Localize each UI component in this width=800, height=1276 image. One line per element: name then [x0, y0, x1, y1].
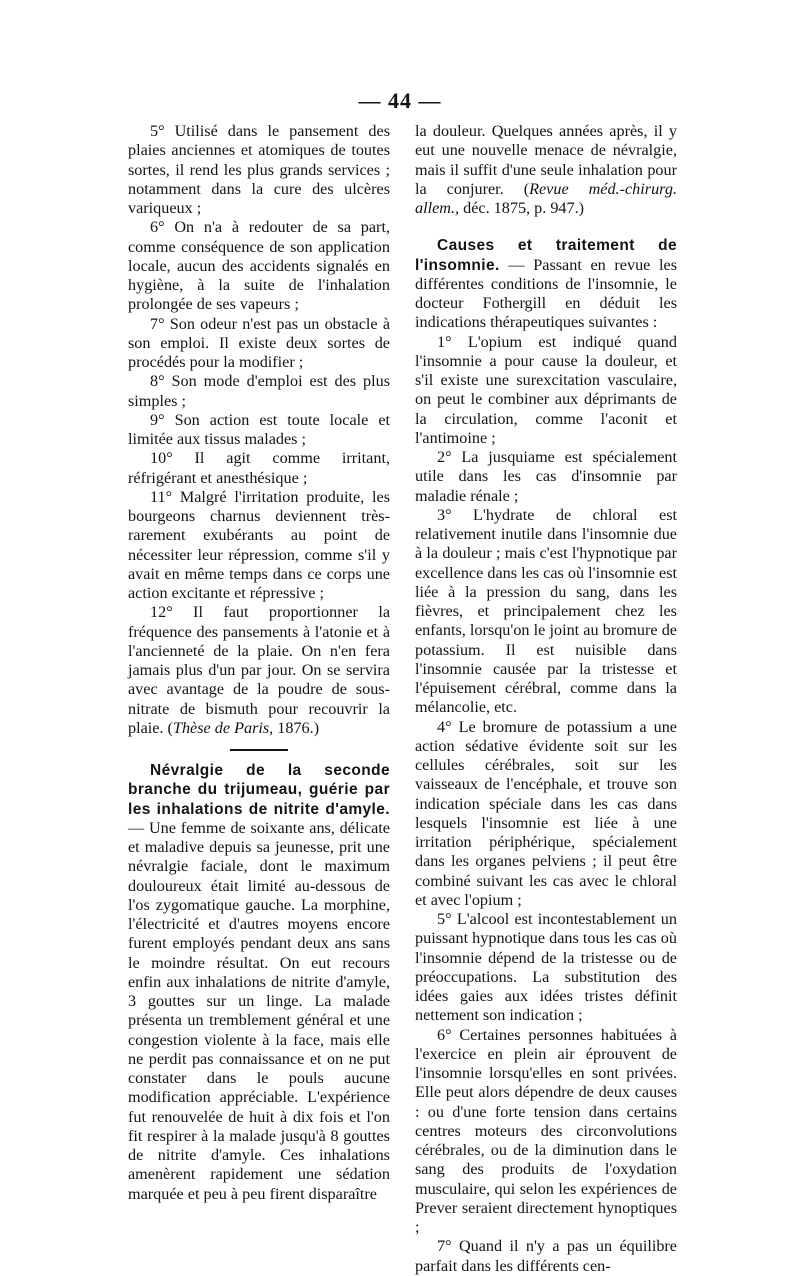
section-divider: [230, 749, 288, 751]
source-date: déc. 1875, p. 947.): [459, 199, 585, 217]
article-paragraph: [415, 236, 677, 332]
list-item: 3° L'hydrate de chloral est relativement inutile dans l'insomnie due à la douleur ; mais c'est l'hypnotique par excellence dans les cas où l'insomnie est liée à la pression du sang, dans les fièvres, et principalement chez les enfants, lorsqu'on le joint au bromure de potassium. Il est nuisible dans l'insomnie causée par la tristesse et l'épuisement cérébral, comme dans la mélancolie, etc.: [415, 505, 677, 717]
article-continuation: [415, 122, 677, 218]
right-column: [415, 122, 677, 1276]
list-item: 10° Il agit comme irritant, réfrigérant et anesthésique ;: [128, 449, 390, 487]
source-citation: Thèse de Paris,: [172, 718, 274, 737]
list-item: 7° Son odeur n'est pas un obstacle à son emploi. Il existe deux sortes de procédés pour la modifier ;: [128, 314, 390, 371]
list-item: 6° Certaines personnes habituées à l'exercice en plein air éprouvent de l'insomnie lorsqu'elles en sont privées. Elle peut alors dépendre de deux causes : ou d'une forte tension dans certains centres moteurs des circonvolutions cérébrales, ou de la diminution dans le sang des produits de l'oxydation musculaire, qui selon les expériences de Prever seraient directement hynoptiques ;: [415, 1025, 677, 1236]
page-number: — 44 —: [358, 88, 442, 113]
list-item: 11° Malgré l'irritation produite, les bourgeons charnus deviennent très-rarement exubérants au point de nécessiter leur répression, comme s'il y avait en même temps dans ce corps une action excitante et répressive ;: [128, 487, 390, 602]
list-item: 1° L'opium est indiqué quand l'insomnie a pour cause la douleur, et s'il existe une surexcitation vasculaire, on peut le combiner aux déprimants de la circulation, comme l'aconit et l'antimoine ;: [415, 332, 677, 447]
continuation-text: la douleur. Quelques années après, il y eut une nouvelle menace de névralgie, mais il suffit d'une seule inhalation pour la conjurer. (: [415, 122, 677, 198]
article-intro: — Passant en revue les différentes conditions de l'insomnie, le docteur Fothergill en déduit les indications thérapeutiques suivantes :: [415, 255, 677, 332]
list-item: 8° Son mode d'emploi est des plus simples ;: [128, 372, 390, 410]
list-item: 7° Quand il n'y a pas un équilibre parfait dans les différents cen-: [415, 1237, 677, 1275]
source-citation: Revue méd.-chirurg. allem.,: [415, 179, 678, 217]
list-item: 5° Utilisé dans le pansement des plaies anciennes et atomiques de toutes sortes, il rend les plus grands services ; notamment dans la cure des ulcères variqueux ;: [128, 122, 390, 217]
list-item: 9° Son action est toute locale et limitée aux tissus malades ;: [128, 410, 390, 448]
list-item: 6° On n'a à redouter de sa part, comme conséquence de son application locale, aucun des accidents signalés en hygiène, à la suite de l'inhalation prolongée de ses vapeurs ;: [128, 218, 390, 314]
left-column: [128, 122, 390, 1204]
list-item-text: 12° Il faut proportionner la fréquence des pansements à l'atonie et à l'ancienneté de la plaie. On n'en fera jamais plus d'un par jour. On se servira avec avantage de la poudre de sous-nitrate de bismuth pour recouvrir la plaie. (: [128, 603, 390, 737]
list-item: 4° Le bromure de potassium a une action sédative évidente soit sur les cellules cérébrales, soit sur les vaisseaux de l'encéphale, et trouve son indication spéciale dans les cas dans lesquels l'insomnie est liée à une irritation périphérique, spécialement dans les organes pelviens ; il peut être combiné suivant les cas avec le chloral et avec l'opium ;: [415, 717, 677, 909]
list-item: [128, 603, 390, 738]
article-title: Causes et traitement de l'insomnie.: [415, 237, 677, 274]
source-year: 1876.): [273, 718, 320, 737]
list-item: 2° La jusquiame est spécialement utile dans les cas d'insomnie par maladie rénale ;: [415, 448, 677, 505]
list-item: 5° L'alcool est incontestablement un puissant hypnotique dans tous les cas où l'insomnie dépend de la tristesse ou de préoccupations. La substitution des idées gaies aux idées tristes définit nettement son indication ;: [415, 910, 677, 1025]
article-paragraph: [128, 761, 390, 1204]
article-body: — Une femme de soixante ans, délicate et maladive depuis sa jeunesse, prit une névralgie faciale, dont le maximum douloureux était limité au-dessous de l'os zygomatique gauche. La morphine, l'électricité et d'autres moyens encore furent employés pendant deux ans sans le moindre résultat. On eut recours enfin aux inhalations de nitrite d'amyle, 3 gouttes sur un linge. La malade présenta un tremblement général et une congestion violente à la face, mais elle ne perdit pas connaissance et on ne put constater dans le pouls aucune modification appréciable. L'expérience fut renouvelée de huit à dix fois et l'on fit respirer à la malade jusqu'à 8 gouttes de nitrite d'amyle. Ces inhalations amenèrent rapidement une sédation marquée et peu à peu firent disparaître: [128, 818, 390, 1203]
article-title: Névralgie de la seconde branche du trijumeau, guérie par les inhalations de nitrite d'amyle.: [128, 762, 390, 818]
